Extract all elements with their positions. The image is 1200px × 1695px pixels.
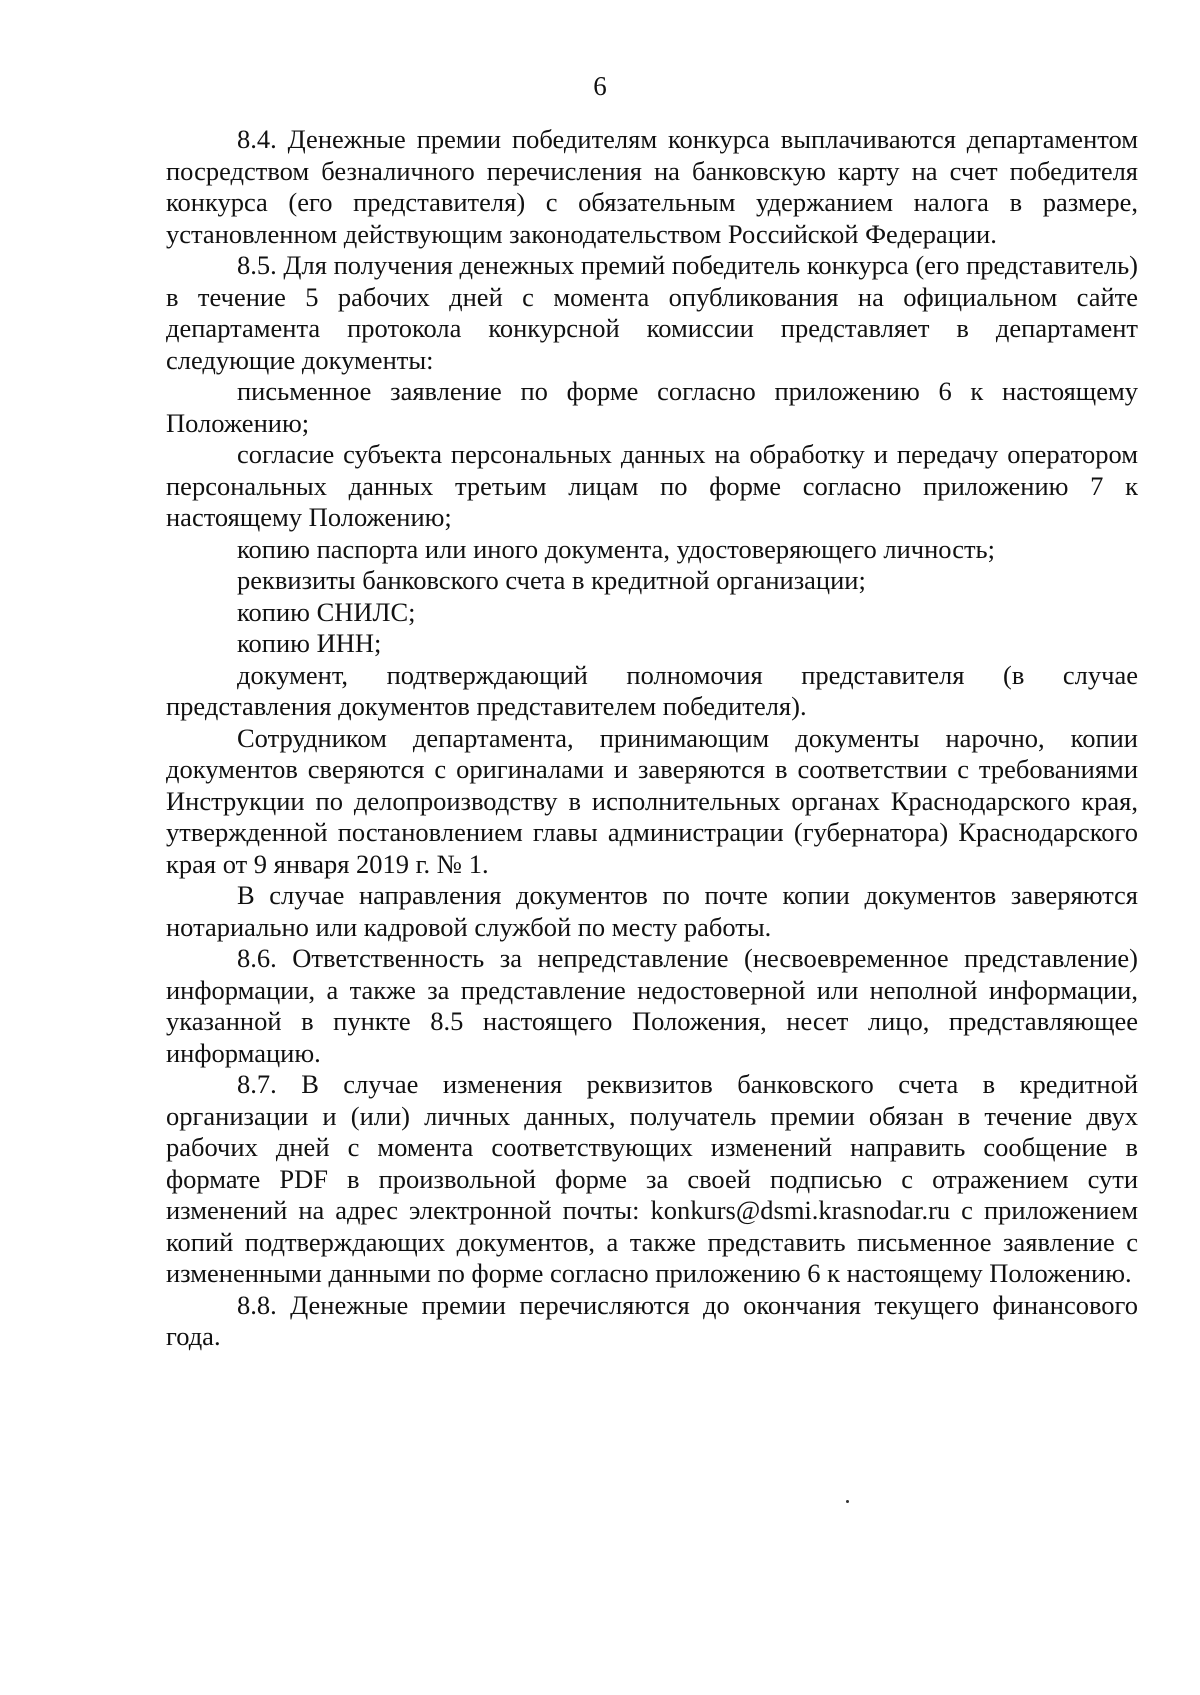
paragraph-8-6: 8.6. Ответственность за непредставление (несвоевременное представление) информации, а также за представление недостоверной или неполной информации, указанной в пункте 8.5 настоящего Положения, несет лицо, представляющее информацию. [166,943,1138,1068]
list-item-inn: копию ИНН; [237,628,382,658]
list-item-passport: копию паспорта или иного документа, удостоверяющего личность; [237,533,996,564]
list-item-application: письменное заявление по форме согласно приложению 6 к настоящему Положению; [166,376,1138,438]
list-item-authority-document: документ, подтверждающий полномочия представителя (в случае представления документов представителем победителя). [166,659,1138,721]
paragraph-postal-certification: В случае направления документов по почте копии документов заверяются нотариально или кадровой службой по месту работы. [166,880,1138,942]
document-body [166,124,1138,1353]
paragraph-8-5: 8.5. Для получения денежных премий победитель конкурса (его представитель) в течение 5 рабочих дней с момента опубликования на официальном сайте департамента протокола конкурсной комиссии представляет в департамент следующие документы: [166,250,1138,375]
page-number: 6 [593,71,607,101]
scan-speck [846,1500,849,1503]
paragraph-verification: Сотрудником департамента, принимающим документы нарочно, копии документов сверяются с оригиналами и заверяются в соответствии с требованиями Инструкции по делопроизводству в исполнительных органах Краснодарского края, утвержденной постановлением главы администрации (губернатора) Краснодарского края от 9 января 2019 г. № 1. [166,722,1138,879]
paragraph-8-7: 8.7. В случае изменения реквизитов банковского счета в кредитной организации и (или) личных данных, получатель премии обязан в течение двух рабочих дней с момента соответствующих изменений направить сообщение в формате PDF в произвольной форме за своей подписью с отражением сути изменений на адрес электронной почты: konkurs@dsmi.krasnodar.ru с приложением копий подтверждающих документов, а также представить письменное заявление с измененными данными по форме согласно приложению 6 к настоящему Положению. [166,1069,1138,1288]
paragraph-8-4: 8.4. Денежные премии победителям конкурса выплачиваются департаментом посредством безналичного перечисления на банковскую карту на счет победителя конкурса (его представителя) с обязательным удержанием налога в размере, установленном действующим законодательством Российской Федерации. [166,124,1138,249]
paragraph-8-8: 8.8. Денежные премии перечисляются до окончания текущего финансового года. [166,1289,1138,1351]
list-item-snils: копию СНИЛС; [237,596,416,627]
list-item-bank-details: реквизиты банковского счета в кредитной организации; [237,565,866,595]
list-item-consent: согласие субъекта персональных данных на обработку и передачу оператором персональных данных третьим лицам по форме согласно приложению 7 к настоящему Положению; [166,439,1138,532]
